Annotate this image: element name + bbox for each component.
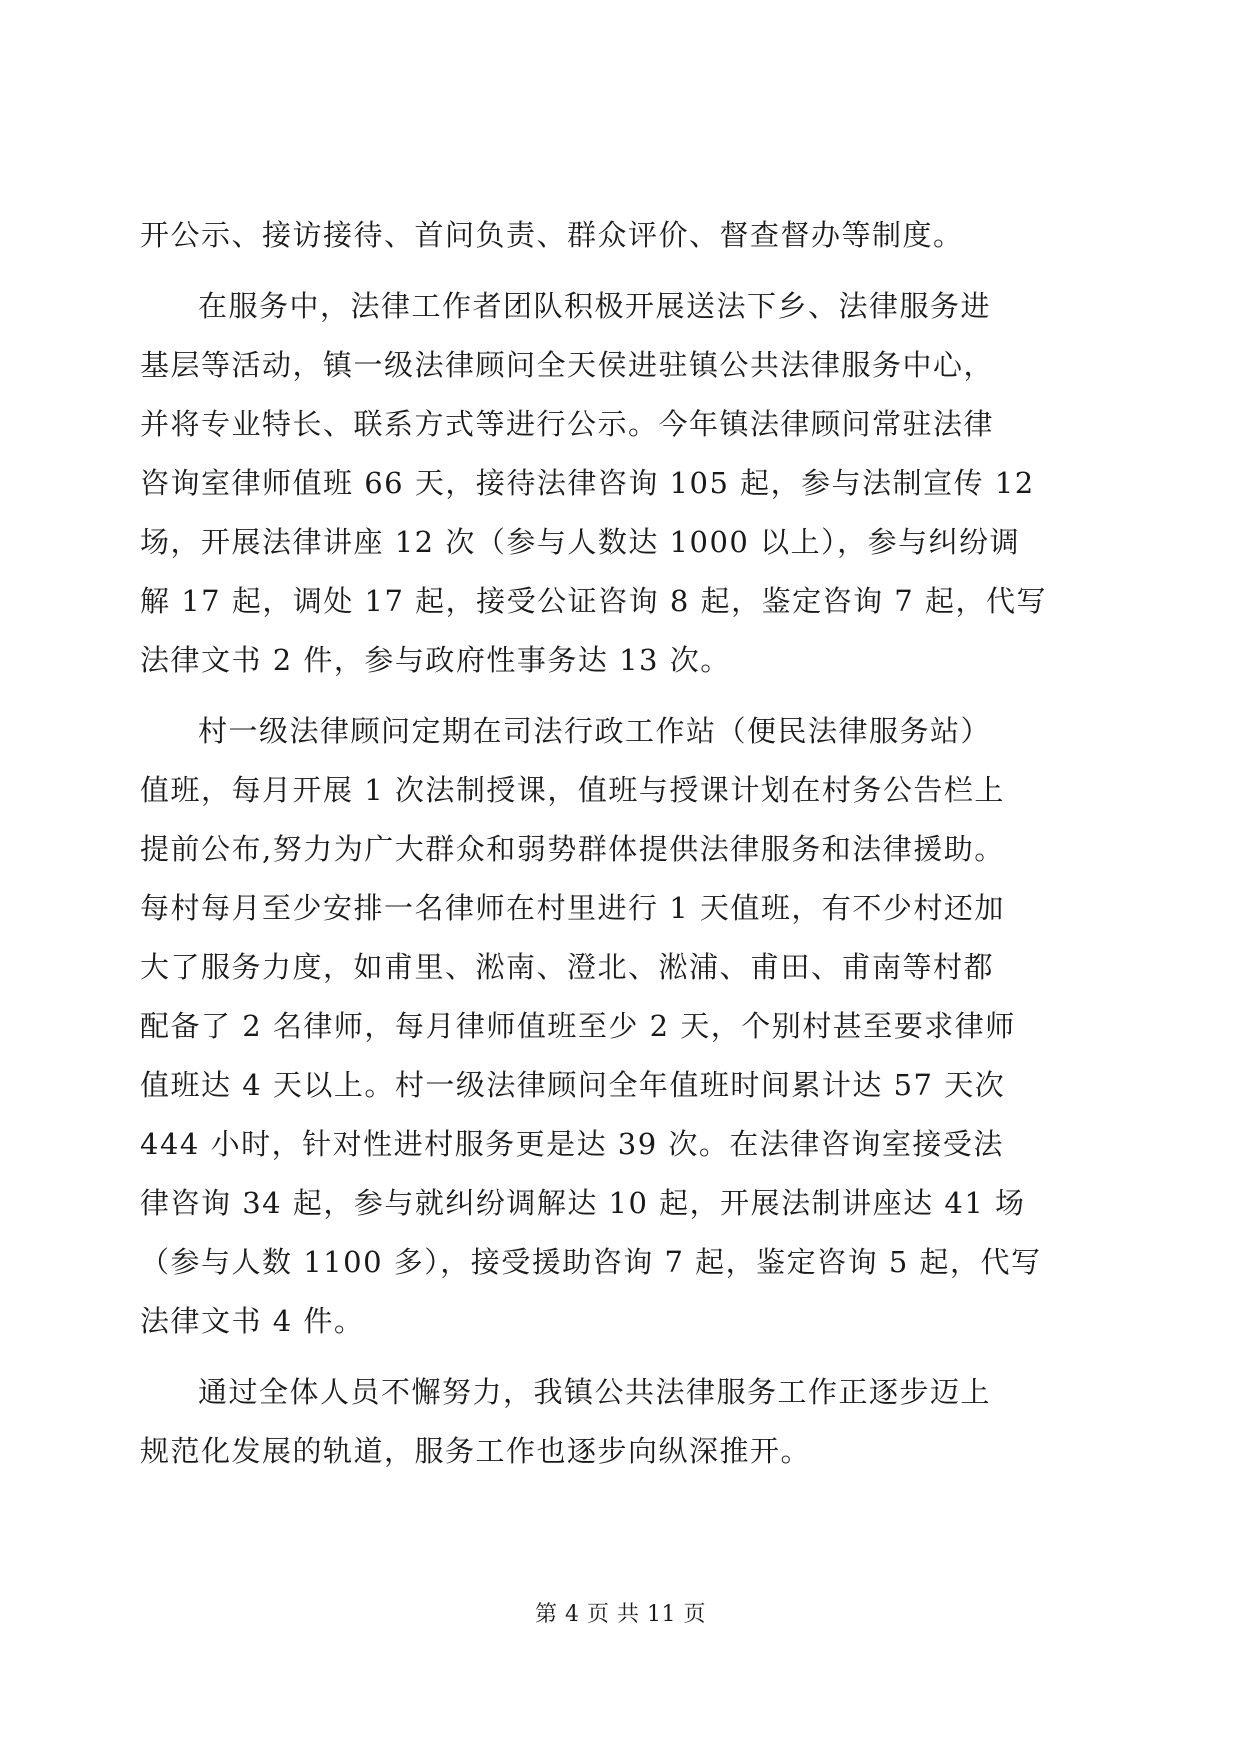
paragraph-2 bbox=[140, 277, 1098, 690]
text-line: 每村每月至少安排一名律师在村里进行 1 天值班，有不少村还加 bbox=[140, 891, 1005, 925]
paragraph-4 bbox=[140, 1363, 1098, 1481]
text-line: 律咨询 34 起，参与就纠纷调解达 10 起，开展法制讲座达 41 场 bbox=[140, 1186, 1026, 1220]
text-line: 通过全体人员不懈努力，我镇公共法律服务工作正逐步迈上 bbox=[198, 1375, 992, 1409]
page-number-footer: 第 4 页 共 11 页 bbox=[535, 1602, 706, 1627]
text-line: 值班，每月开展 1 次法制授课，值班与授课计划在村务公告栏上 bbox=[140, 773, 1005, 807]
text-line: 值班达 4 天以上。村一级法律顾问全年值班时间累计达 57 天次 bbox=[140, 1068, 1006, 1102]
text-line: 提前公布,努力为广大群众和弱势群体提供法律服务和法律援助。 bbox=[140, 832, 1005, 866]
paragraph-1 bbox=[140, 206, 1098, 265]
paragraph-3 bbox=[140, 702, 1098, 1351]
text-line: 444 小时，针对性进村服务更是达 39 次。在法律咨询室接受法 bbox=[140, 1127, 1004, 1161]
text-line: 大了服务力度，如甫里、淞南、澄北、淞浦、甫田、甫南等村都 bbox=[140, 950, 995, 984]
text-line: 咨询室律师值班 66 天，接待法律咨询 105 起，参与法制宣传 12 bbox=[140, 466, 1035, 500]
text-line: 村一级法律顾问定期在司法行政工作站（便民法律服务站） bbox=[198, 714, 992, 748]
text-line: （参与人数 1100 多），接受援助咨询 7 起，鉴定咨询 5 起，代写 bbox=[140, 1245, 1042, 1279]
text-line: 并将专业特长、联系方式等进行公示。今年镇法律顾问常驻法律 bbox=[140, 407, 995, 441]
text-line: 法律文书 2 件，参与政府性事务达 13 次。 bbox=[140, 643, 731, 677]
text-line: 基层等活动，镇一级法律顾问全天侯进驻镇公共法律服务中心， bbox=[140, 348, 995, 382]
text-line: 在服务中，法律工作者团队积极开展送法下乡、法律服务进 bbox=[198, 289, 992, 323]
text-line: 配备了 2 名律师，每月律师值班至少 2 天，个别村甚至要求律师 bbox=[140, 1009, 1016, 1043]
text-line: 解 17 起，调处 17 起，接受公证咨询 8 起，鉴定咨询 7 起，代写 bbox=[140, 584, 1047, 618]
text-line: 规范化发展的轨道，服务工作也逐步向纵深推开。 bbox=[140, 1434, 812, 1468]
text-line: 开公示、接访接待、首问负责、群众评价、督查督办等制度。 bbox=[140, 218, 964, 252]
document-body bbox=[140, 206, 1098, 1481]
text-line: 场，开展法律讲座 12 次（参与人数达 1000 以上），参与纠纷调 bbox=[140, 525, 1021, 559]
text-line: 法律文书 4 件。 bbox=[140, 1304, 365, 1338]
